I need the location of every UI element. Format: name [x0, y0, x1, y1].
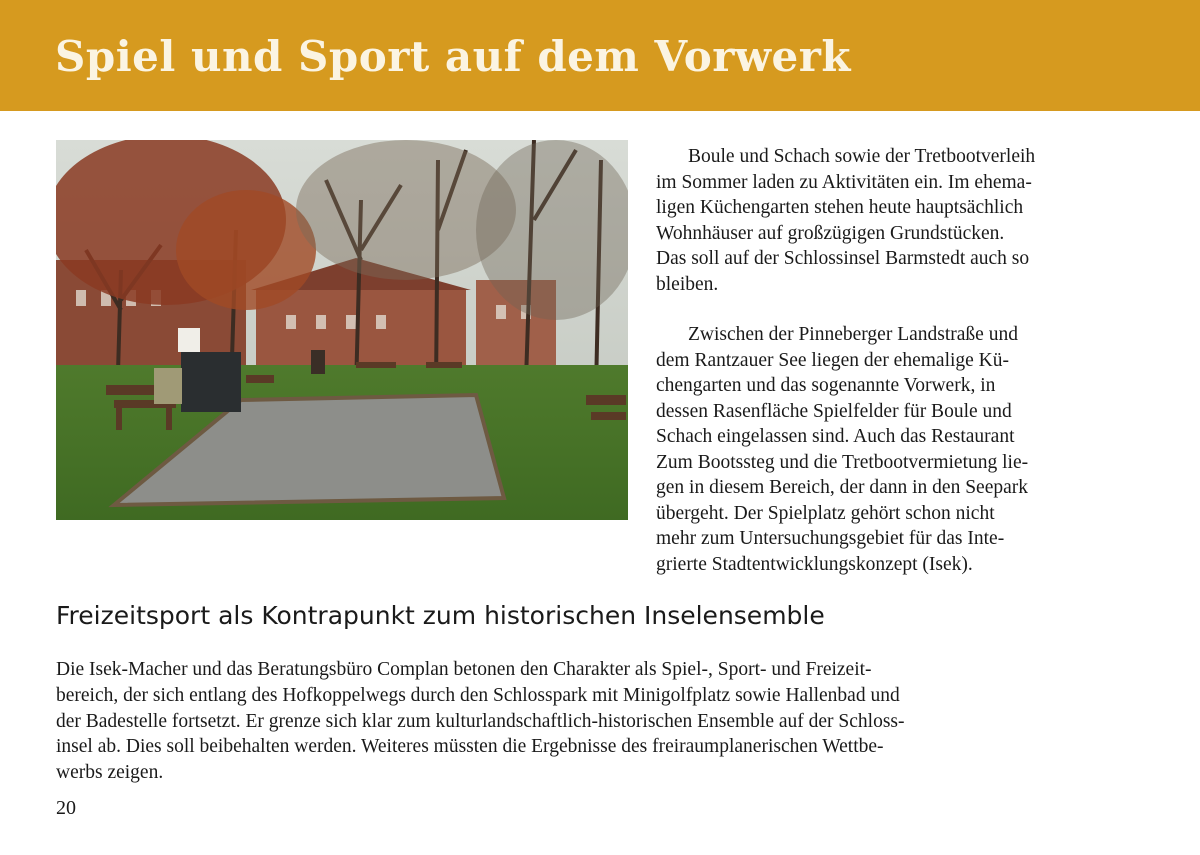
intro-paragraph-1 [656, 144, 1146, 297]
intro-paragraph-2-text: Zwischen der Pinneberger Landstraße und dem Rantzauer See liegen der ehemalige Kü- chengarten und das sogenannte Vorwerk, in dessen Rasenfläche Spielfelder für Boule und Schach eingelassen sind. Auch das Restaurant Zum Bootssteg und die Tretbootvermietung lie- gen in diesem Bereich, der dann in den Seepark übergeht. Der Spielplatz gehört schon nicht mehr zum Untersuchungsgebiet für das Inte- grierte Stadtentwicklungskonzept (Isek). [656, 324, 1029, 575]
section-body: Die Isek-Macher und das Beratungsbüro Complan betonen den Charakter als Spiel-, Sport- und Freizeit- bereich, der sich entlang des Hofkoppelwegs durch den Schlosspark mit Minigolfplatz sowie Hallenbad und der Badestelle fortsetzt. Er grenze sich klar zum kulturlandschaftlich-historischen Ensemble auf der Schloss- insel ab. Dies soll beibehalten werden. Weiteres müssten die Ergebnisse des freiraumplanerischen Wettbe- werbs zeigen. [56, 659, 905, 784]
park-boule-court-illustration [56, 140, 628, 520]
park-photo [56, 140, 628, 520]
intro-column [656, 144, 1146, 577]
section-heading: Freizeitsport als Kontrapunkt zum historischen Inselensemble [56, 601, 825, 630]
intro-paragraph-2 [656, 322, 1146, 577]
intro-paragraph-1-text: Boule und Schach sowie der Tretbootverleih im Sommer laden zu Aktivitäten ein. Im ehema- ligen Küchengarten stehen heute hauptsächlich Wohnhäuser auf großzügigen Grundstücken. Das soll auf der Schlossinsel Barmstedt auch so bleiben. [656, 146, 1036, 295]
page-number: 20 [56, 797, 76, 819]
page-title: Spiel und Sport auf dem Vorwerk [55, 32, 851, 81]
title-banner [0, 0, 1200, 111]
